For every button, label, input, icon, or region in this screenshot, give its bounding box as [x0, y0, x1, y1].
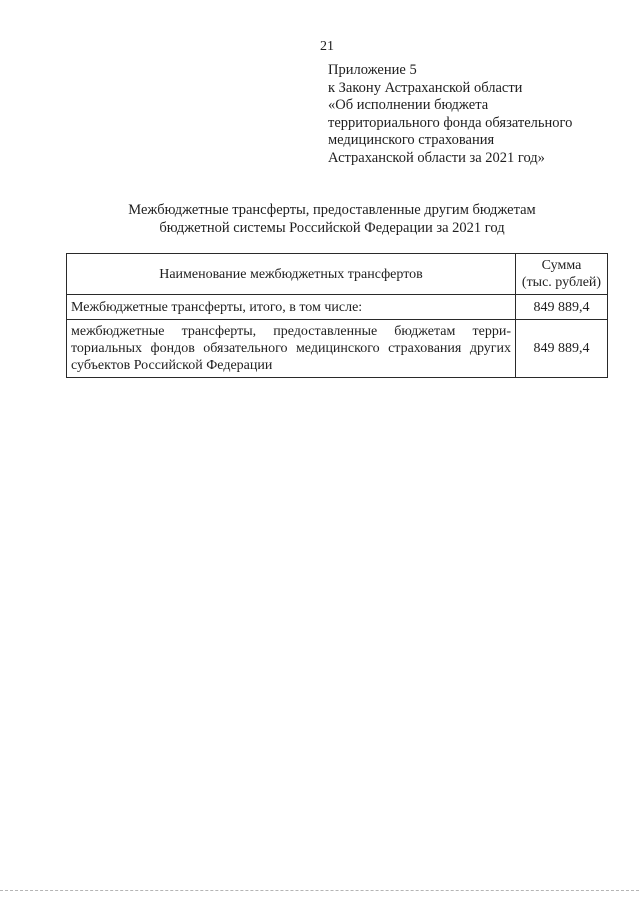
table-row	[67, 295, 608, 320]
title-line: Межбюджетные трансферты, предоставленные другим бюджетам	[128, 202, 536, 218]
appendix-line: «Об исполнении бюджета	[328, 97, 489, 113]
header-sum-unit: (тыс. рублей)	[521, 275, 602, 290]
appendix-line: территориального фонда обязательного	[328, 114, 573, 131]
row-name: межбюджетные трансферты, предоставленные бюджетам территориальных фондов обязательного медицинского страхования других субъектов Российской Федерации	[67, 320, 516, 378]
title-line: бюджетной системы Российской Федерации за 2021 год	[159, 220, 505, 236]
appendix-line: Астраханской области за 2021 год»	[328, 149, 545, 166]
row-sum: 849 889,4	[516, 320, 608, 378]
page-number: 21	[320, 39, 334, 54]
table-row	[67, 320, 608, 378]
header-name: Наименование межбюджетных трансфертов	[67, 254, 516, 295]
document-title	[60, 201, 604, 237]
scan-edge-line	[0, 890, 639, 891]
row-sum: 849 889,4	[516, 295, 608, 320]
row-name: Межбюджетные трансферты, итого, в том числе:	[67, 295, 516, 320]
header-sum	[516, 254, 608, 295]
header-sum-label: Сумма	[541, 258, 582, 273]
appendix-line: медицинского страхования	[328, 132, 495, 148]
appendix-block	[328, 62, 628, 167]
transfers-table	[66, 253, 608, 378]
appendix-line: к Закону Астраханской области	[328, 79, 523, 96]
appendix-line: Приложение 5	[328, 62, 417, 78]
table-header-row	[67, 254, 608, 295]
